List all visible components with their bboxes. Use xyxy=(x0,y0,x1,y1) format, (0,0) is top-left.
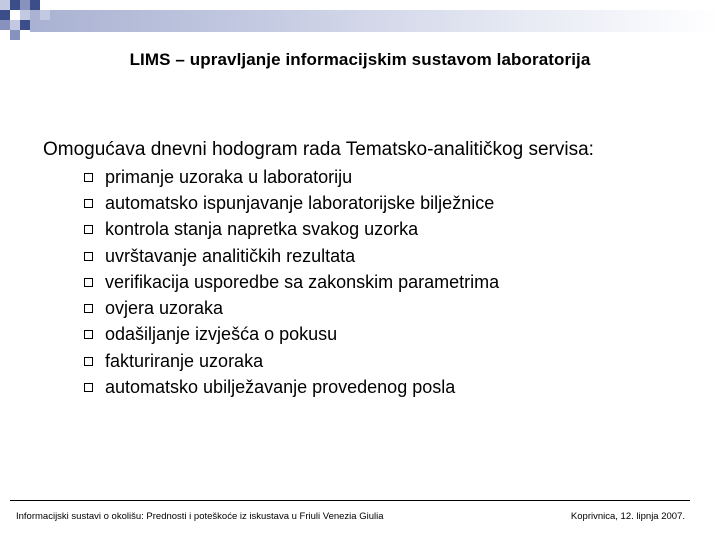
list-item xyxy=(84,217,499,243)
list-item-text: verifikacija usporedbe sa zakonskim parametrima xyxy=(105,271,500,292)
deco-square xyxy=(0,10,10,20)
list-item-text: automatsko ubilježavanje provedenog posla xyxy=(105,377,456,398)
bullet-list xyxy=(84,164,499,401)
deco-square xyxy=(10,20,20,30)
list-item xyxy=(84,322,499,348)
deco-square xyxy=(10,10,20,20)
list-item xyxy=(84,269,499,295)
list-item xyxy=(84,348,499,374)
deco-square xyxy=(10,0,20,10)
deco-square xyxy=(10,30,20,40)
list-item xyxy=(84,190,499,216)
deco-square xyxy=(20,10,30,20)
square-bullet-icon xyxy=(84,252,93,261)
list-item xyxy=(84,243,499,269)
list-item-text: primanje uzoraka u laboratoriju xyxy=(105,166,353,187)
deco-square xyxy=(30,0,40,10)
header-decoration xyxy=(0,0,720,50)
square-bullet-icon xyxy=(84,330,93,339)
square-bullet-icon xyxy=(84,199,93,208)
list-item xyxy=(84,164,499,190)
square-bullet-icon xyxy=(84,357,93,366)
deco-square xyxy=(20,0,30,10)
footer-right-text: Koprivnica, 12. lipnja 2007. xyxy=(570,511,685,522)
deco-square xyxy=(40,10,50,20)
list-item xyxy=(84,295,499,321)
list-item xyxy=(84,374,499,400)
deco-square xyxy=(0,0,10,10)
list-item-text: uvrštavanje analitičkih rezultata xyxy=(105,245,356,266)
deco-square xyxy=(20,20,30,30)
header-gradient-bar xyxy=(30,10,720,32)
list-item-text: kontrola stanja napretka svakog uzorka xyxy=(105,219,419,240)
list-item-text: odašiljanje izvješća o pokusu xyxy=(105,324,338,345)
square-bullet-icon xyxy=(84,278,93,287)
square-bullet-icon xyxy=(84,225,93,234)
square-bullet-icon xyxy=(84,304,93,313)
list-item-text: automatsko ispunjavanje laboratorijske bilježnice xyxy=(105,192,495,213)
square-bullet-icon xyxy=(84,173,93,182)
slide-title: LIMS – upravljanje informacijskim sustavom laboratorija xyxy=(129,50,591,69)
slide-lead-text: Omogućava dnevni hodogram rada Tematsko-analitičkog servisa: xyxy=(43,139,594,160)
square-bullet-icon xyxy=(84,383,93,392)
footer-divider xyxy=(10,500,690,501)
deco-square xyxy=(0,20,10,30)
list-item-text: ovjera uzoraka xyxy=(105,298,224,319)
footer-left-text: Informacijski sustavi o okolišu: Prednosti i poteškoće iz iskustava u Friuli Venezia Giulia xyxy=(16,511,384,522)
list-item-text: fakturiranje uzoraka xyxy=(105,350,264,371)
